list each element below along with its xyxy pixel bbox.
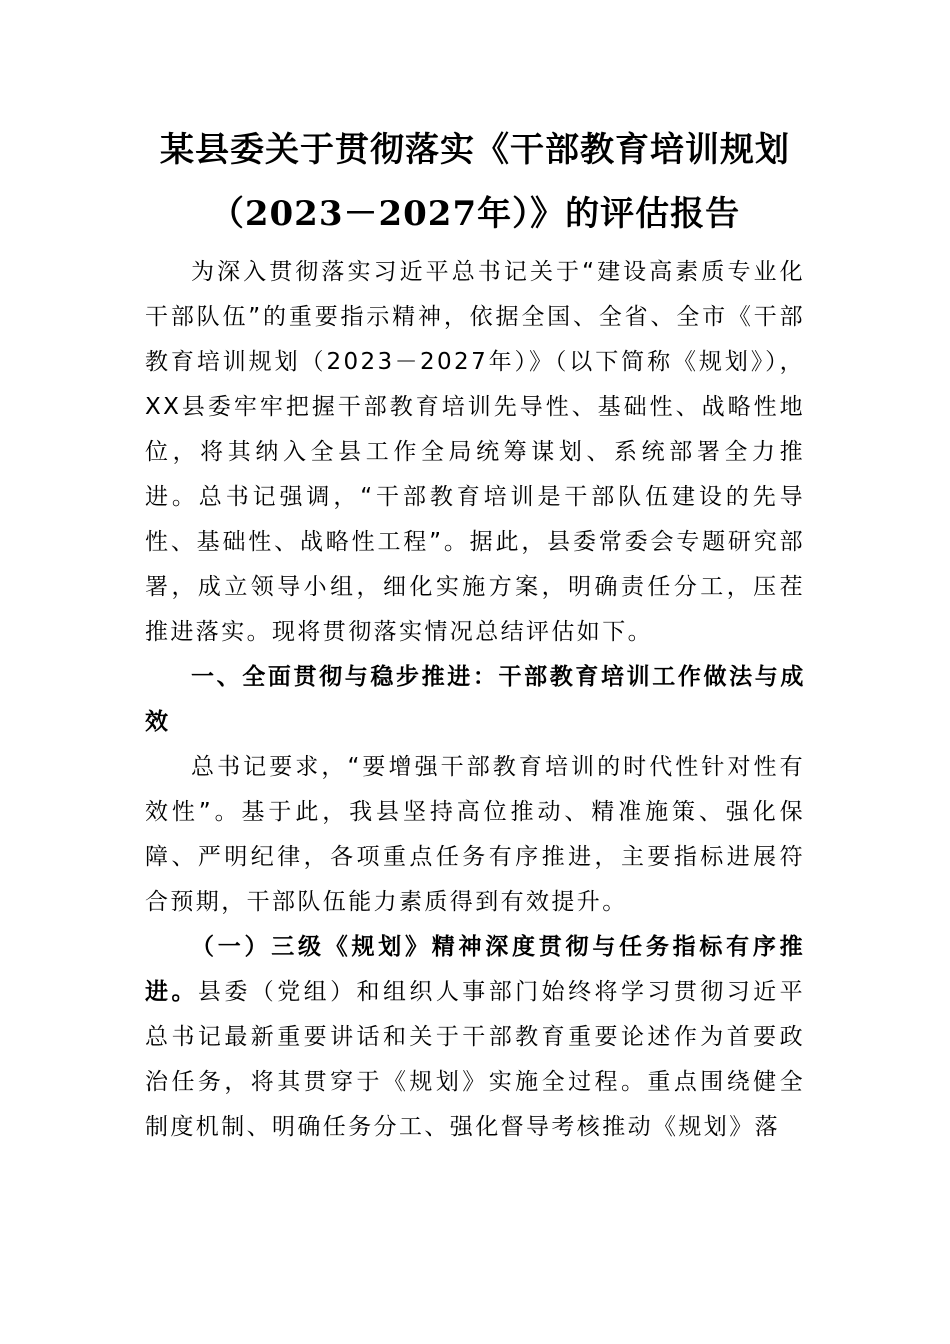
subsection-1-paragraph <box>145 925 805 1150</box>
intro-paragraph: 为深入贯彻落实习近平总书记关于“建设高素质专业化干部队伍”的重要指示精神，依据全国、全省、全市《干部教育培训规划（2023－2027年）》（以下简称《规划》），XX县委牢牢把握干部教育培训先导性、基础性、战略性地位，将其纳入全县工作全局统筹谋划、系统部署全力推进。总书记强调，“干部教育培训是干部队伍建设的先导性、基础性、战略性工程”。据此，县委常委会专题研究部署，成立领导小组，细化实施方案，明确责任分工，压茬推进落实。现将贯彻落实情况总结评估如下。 <box>145 259 805 645</box>
section-1-paragraph: 总书记要求，“要增强干部教育培训的时代性针对性有效性”。基于此，我县坚持高位推动、精准施策、强化保障、严明纪律，各项重点任务有序推进，主要指标进展符合预期，干部队伍能力素质得到有效提升。 <box>145 754 805 915</box>
subsection-1-heading: （一）三级《规划》精神深度贯彻与任务指标有序推进。 <box>145 934 805 1005</box>
document-body <box>145 118 805 1150</box>
document-title <box>145 118 805 246</box>
title-line-2: （2023－2027年）》的评估报告 <box>209 194 741 234</box>
subsection-1-body: 县委（党组）和组织人事部门始终将学习贯彻习近平总书记最新重要讲话和关于干部教育重要论述作为首要政治任务，将其贯穿于《规划》实施全过程。重点围绕健全制度机制、明确任务分工、强化督导考核推动《规划》落 <box>145 979 805 1140</box>
title-line-1: 某县委关于贯彻落实《干部教育培训规划 <box>160 130 790 170</box>
section-1-heading: 一、全面贯彻与稳步推进：干部教育培训工作做法与成效 <box>145 664 805 735</box>
